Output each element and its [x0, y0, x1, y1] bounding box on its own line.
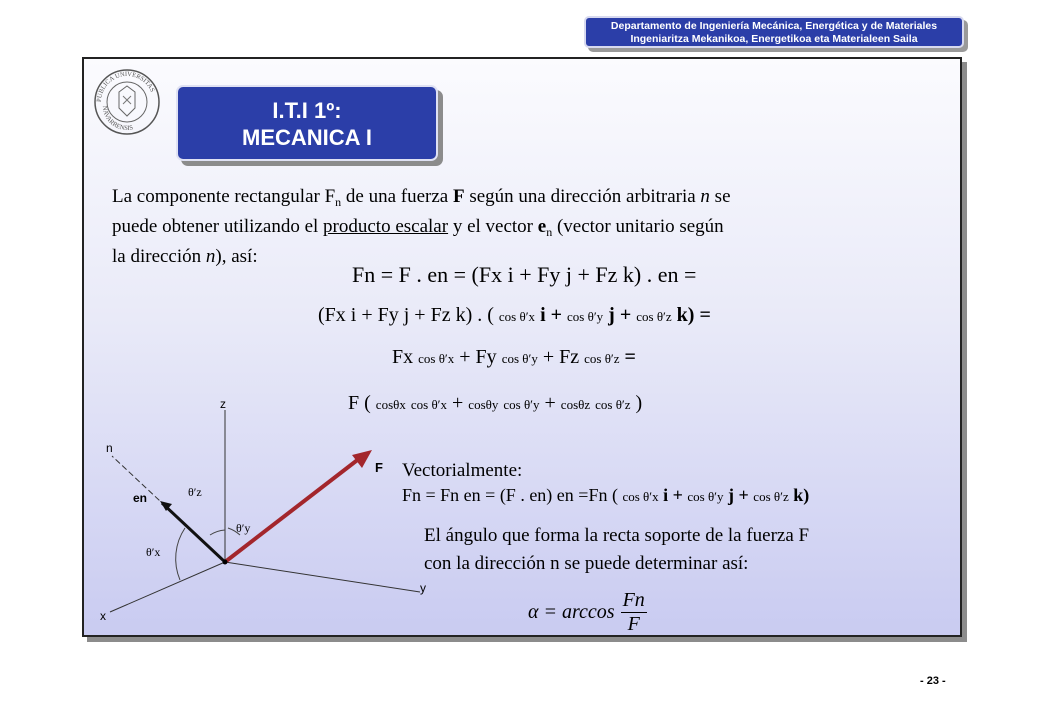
equation-2: (Fx i + Fy j + Fz k) . ( cos θ′x i + cos θ′y j + cos θ′z k) =: [318, 304, 711, 326]
intro-line-1: La componente rectangular $F_n$ de una fuerza F según una dirección arbitraria n se: [112, 186, 731, 209]
axis-z-label: z: [220, 397, 226, 411]
svg-text:NAVARRENSIS: NAVARRENSIS: [100, 105, 134, 133]
axis-x-label: x: [100, 609, 106, 623]
page-number: - 23 -: [920, 675, 946, 687]
intro-line-3: la dirección n), así:: [112, 246, 258, 267]
fraction-denominator: F: [627, 612, 640, 635]
equation-3: Fx cos θ′x + Fy cos θ′y + Fz cos θ′z =: [392, 346, 636, 368]
department-name-eu: Ingeniaritza Mekanikoa, Energetikoa eta Materialeen Saila: [630, 33, 918, 45]
course-title-line2: MECANICA I: [242, 125, 372, 150]
arccos-formula: α = arccos $\frac{Fn}{F}$: [528, 588, 645, 635]
fraction: [621, 589, 647, 636]
theta-z-label: θ′z: [188, 485, 202, 499]
theta-x-label: θ′x: [146, 545, 161, 559]
axis-n-label: n: [106, 441, 113, 455]
equation-4: F ( cosθx cos θ′x + cosθy cos θ′y + cosθz cos θ′z ): [348, 392, 643, 414]
fraction-numerator: Fn: [622, 588, 645, 611]
vector-diagram: [90, 380, 430, 630]
force-vector: [225, 458, 360, 562]
department-name-es: Departamento de Ingeniería Mecánica, Energética y de Materiales: [610, 20, 938, 32]
course-title-line1: I.T.I 1º:: [272, 98, 342, 123]
axis-y-label: y: [420, 581, 426, 595]
svg-text:PUBLICA UNIVERSITAS: PUBLICA UNIVERSITAS: [95, 70, 156, 103]
unit-vector-label: en: [133, 491, 148, 505]
vectorial-equation: Fn = Fn en = (F . en) en =Fn ( cos θ′x i + cos θ′y j + cos θ′z k): [402, 485, 810, 505]
theta-y-label: θ′y: [236, 521, 251, 535]
angle-text-1: El ángulo que forma la recta soporte de la fuerza F: [424, 525, 810, 546]
equation-1: Fn = F . en = (Fx i + Fy j + Fz k) . en =: [352, 262, 697, 287]
course-title: [176, 85, 438, 161]
force-label: F: [375, 460, 383, 475]
vectorial-label: Vectorialmente:: [402, 460, 523, 481]
producto-escalar-term: producto escalar: [323, 216, 449, 237]
university-seal-icon: [93, 68, 161, 136]
department-banner: [584, 16, 964, 48]
intro-line-2: puede obtener utilizando el producto escalar y el vector $e_n$ (vector unitario según: [112, 216, 724, 239]
angle-text-2: con la dirección n se puede determinar así:: [424, 553, 749, 574]
